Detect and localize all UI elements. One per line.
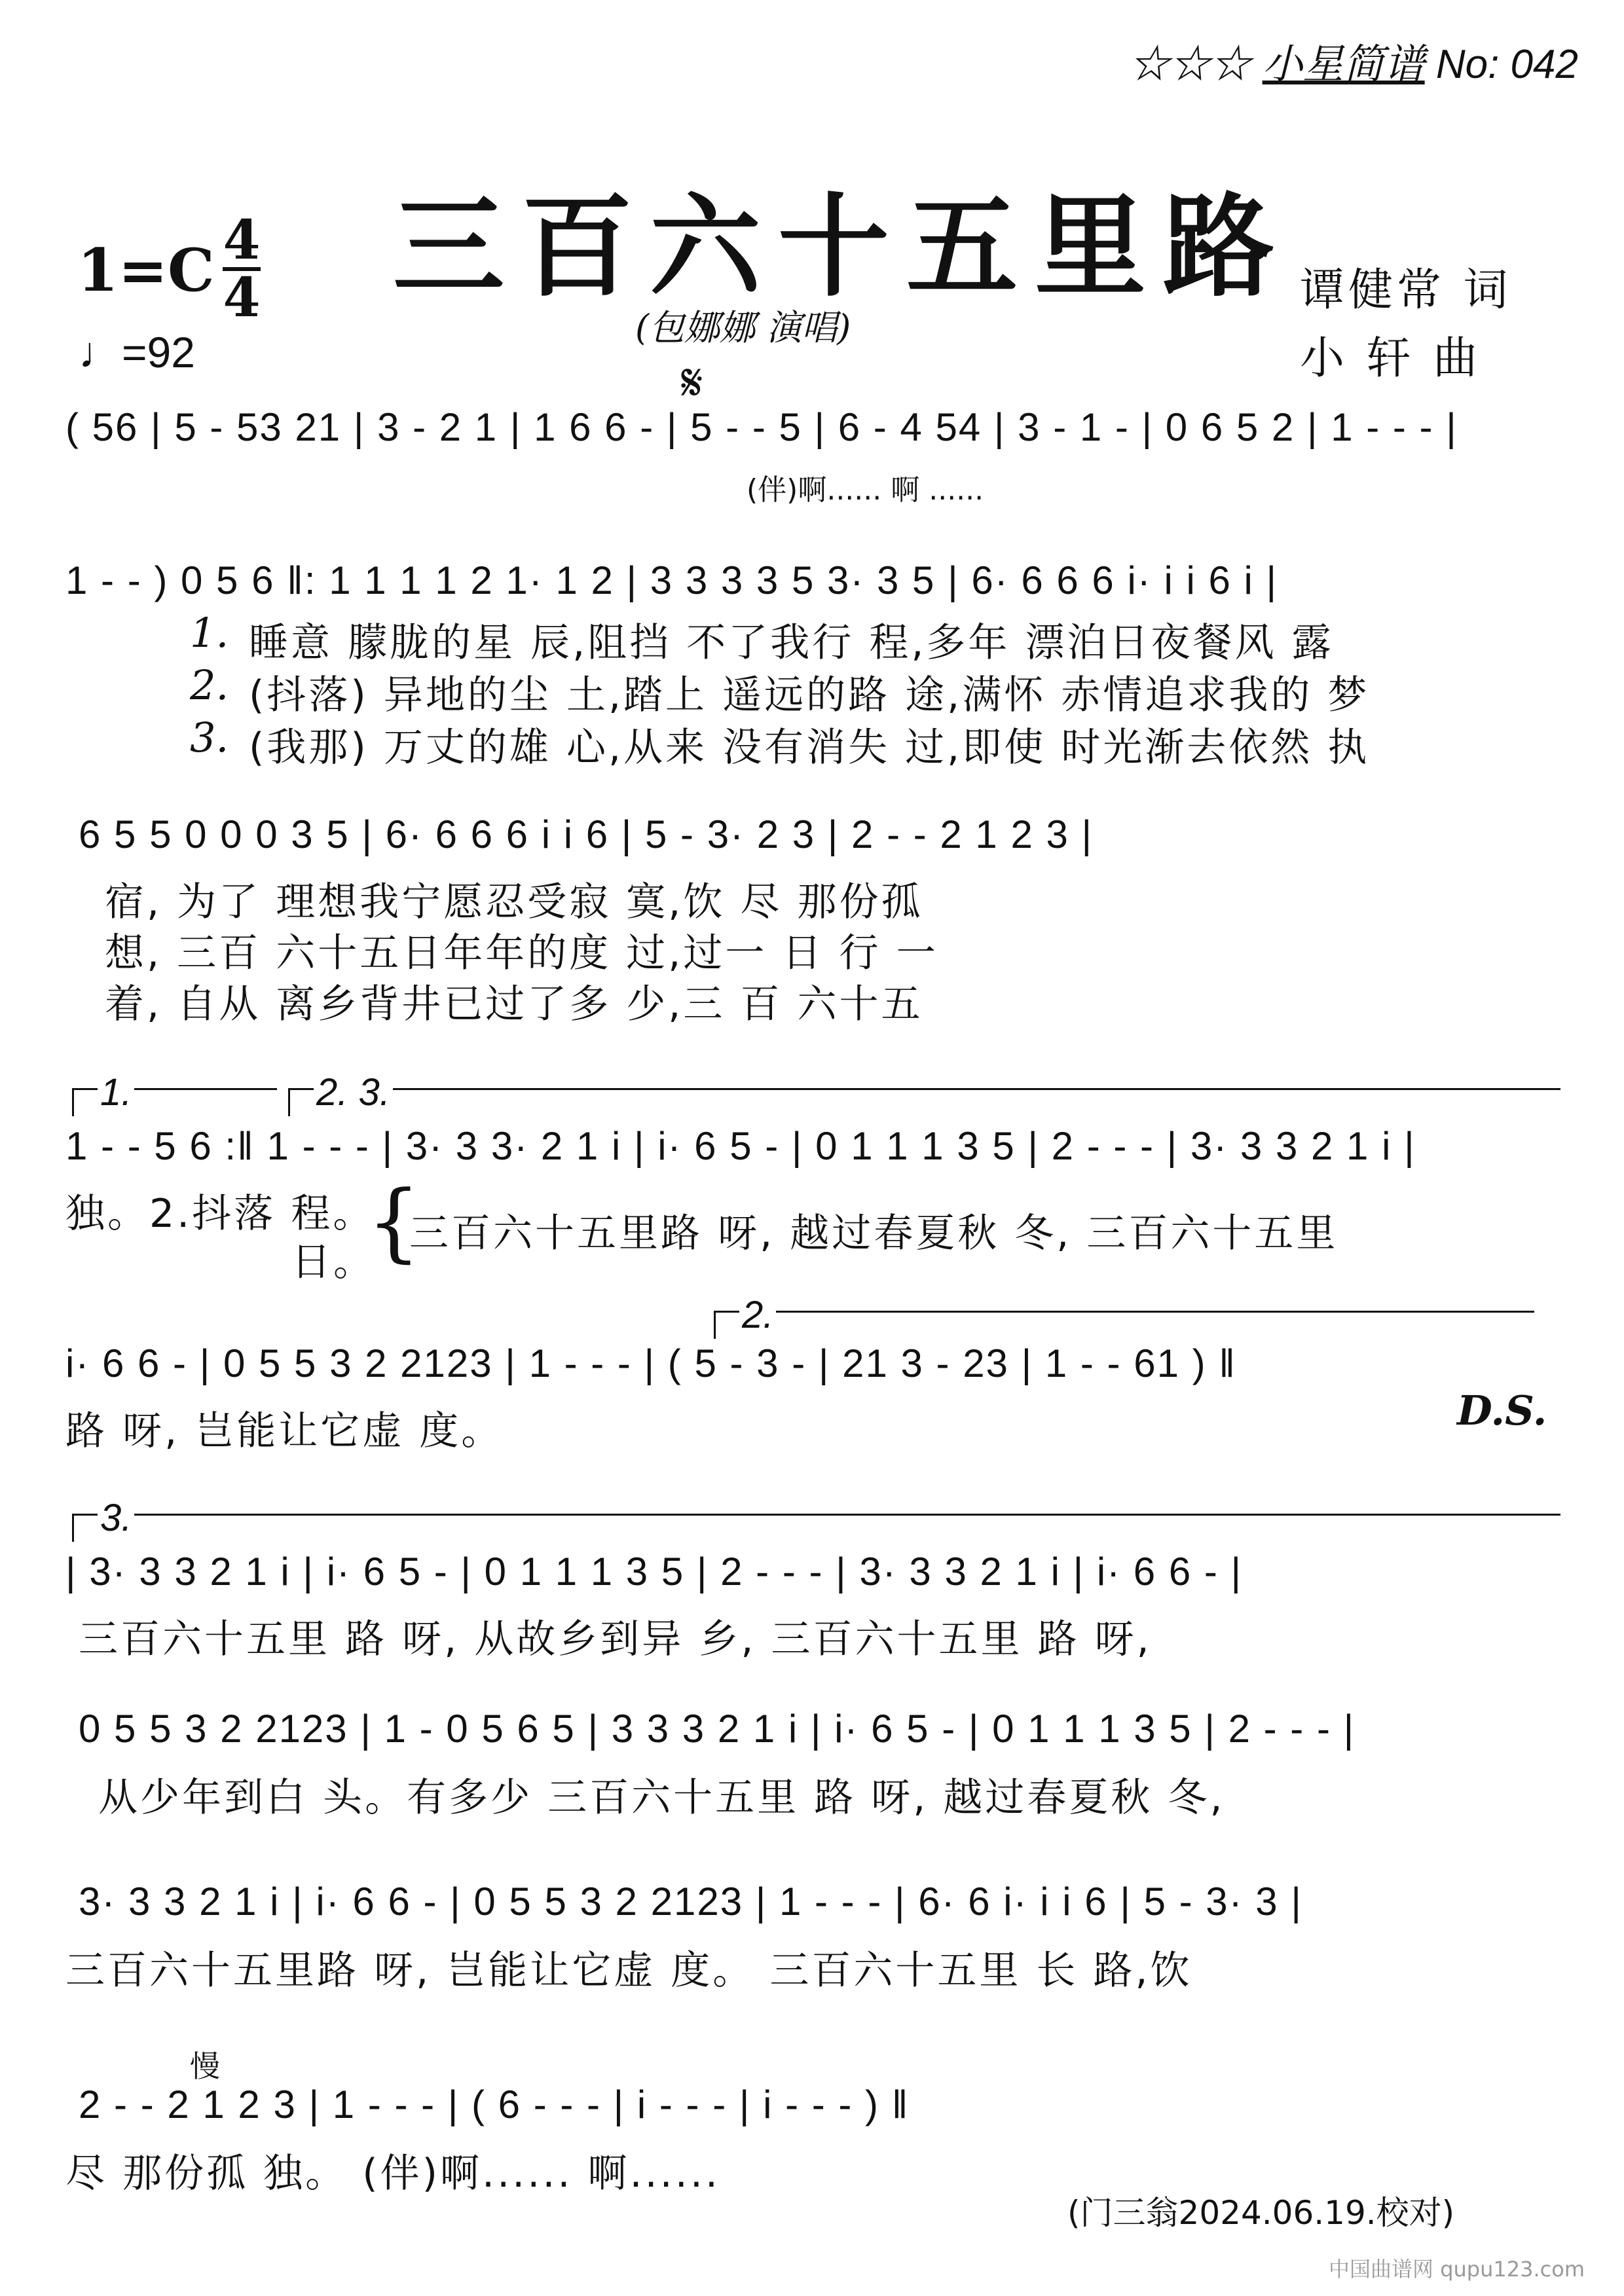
lyric-line: 从少年到白 头。有多少 三百六十五里 路 呀, 越过春夏秋 冬, [98, 1775, 1225, 1821]
lyric-line: 日。 [291, 1239, 375, 1285]
notation-line: 3· 3 3 2 1 i | i· 6 6 - | 0 5 5 3 2 2123 | 1 - - - | 6· 6 i· i i 6 | 5 - 3· 3 | [79, 1880, 1302, 1923]
verse-number: 1. [190, 609, 229, 657]
key-signature: 1=C [77, 236, 215, 305]
verse-number: 3. [190, 714, 229, 761]
notation-line: 0 5 5 3 2 2123 | 1 - 0 5 6 5 | 3 3 3 2 1 i | i· 6 5 - | 0 1 1 1 3 5 | 2 - - - | [79, 1707, 1356, 1751]
volta-bracket: 1. [72, 1088, 277, 1116]
lyric-line: (我那) 万丈的雄 心,从来 没有消失 过,即使 时光渐去依然 执 [249, 725, 1370, 771]
lyric-line: 三百六十五里 路 呀, 从故乡到异 乡, 三百六十五里 路 呀, [79, 1616, 1152, 1662]
lyricist-credit: 谭健常 词 [1300, 264, 1512, 316]
verse-number: 2. [190, 661, 229, 709]
time-sig-top: 4 [223, 209, 261, 272]
lyric-line: 着, 自从 离乡背井已过了多 少,三 百 六十五 [105, 981, 923, 1027]
lyric-line: 三百六十五里路 呀, 越过春夏秋 冬, 三百六十五里 [409, 1211, 1338, 1256]
volta-bracket: 2. [714, 1311, 1534, 1339]
notation-line: ( 56 | 5 - 53 21 | 3 - 2 1 | 1 6 6 - | 5 - - 5 | 6 - 4 54 | 3 - 1 - | 0 6 5 2 | 1 - - - | [65, 405, 1458, 449]
stars-icon: ☆☆☆ [1129, 42, 1251, 87]
lyric-line: 尽 那份孤 独。 (伴)啊...... 啊...... [65, 2151, 720, 2196]
segno-icon: 𝄋 [681, 354, 703, 412]
credits [1300, 257, 1512, 393]
notation-line: i· 6 6 - | 0 5 5 3 2 2123 | 1 - - - | ( 5 - 3 - | 21 3 - 23 | 1 - - 61 ) ‖ [65, 1341, 1237, 1385]
volta-bracket: 3. [72, 1514, 1560, 1542]
score-header [1129, 31, 1578, 90]
lyric-line: 宿, 为了 理想我宁愿忍受寂 寞,饮 尽 那份孤 [105, 879, 923, 925]
notation-line: 6 5 5 0 0 0 3 5 | 6· 6 6 6 i i 6 | 5 - 3· 2 3 | 2 - - 2 1 2 3 | [79, 812, 1094, 856]
lyric-line: (伴)啊...... 啊 ...... [747, 473, 984, 507]
proofread-note: (门三翁2024.06.19.校对) [1067, 2194, 1455, 2232]
watermark: 中国曲谱网 qupu123.com [1329, 2257, 1585, 2282]
time-signature [223, 209, 261, 329]
lyric-line: 独。2.抖落 程。 [65, 1191, 375, 1237]
time-sig-bottom: 4 [223, 266, 261, 329]
ds-marking: D.S. [1457, 1387, 1547, 1434]
notation-line: 1 - - 5 6 :‖ 1 - - - | 3· 3 3· 2 1 i | i· 6 5 - | 0 1 1 1 3 5 | 2 - - - | 3· 3 3 2 1 i | [65, 1124, 1416, 1168]
lyric-line: (抖落) 异地的尘 土,踏上 遥远的路 途,满怀 赤情追求我的 梦 [249, 672, 1370, 718]
notation-line: 2 - - 2 1 2 3 | 1 - - - | ( 6 - - - | i - - - | i - - - ) ‖ [79, 2083, 910, 2126]
lyric-line: 睡意 朦胧的星 辰,阻挡 不了我行 程,多年 漂泊日夜餐风 露 [249, 620, 1334, 666]
lyric-line: 想, 三百 六十五日年年的度 过,过一 日 行 一 [105, 930, 938, 976]
volta-bracket: 2. 3. [288, 1088, 1560, 1116]
tempo-mark: 慢 [190, 2049, 220, 2084]
brace-icon: { [367, 1172, 421, 1271]
tempo-marking: ♩=92 [79, 328, 195, 376]
notation-line: 1 - - ) 0 5 6 ‖: 1 1 1 1 2 1· 1 2 | 3 3 3 3 5 3· 3 5 | 6· 6 6 6 i· i i 6 i | [65, 558, 1278, 602]
singer-credit: (包娜娜 演唱) [635, 307, 851, 348]
lyric-line: 三百六十五里路 呀, 岂能让它虚 度。 三百六十五里 长 路,饮 [65, 1948, 1192, 1994]
series-name: 小星简谱 [1262, 42, 1425, 87]
notation-line: | 3· 3 3 2 1 i | i· 6 5 - | 0 1 1 1 3 5 | 2 - - - | 3· 3 3 2 1 i | i· 6 6 - | [65, 1550, 1243, 1594]
song-title: 三百六十五里路 [393, 181, 1292, 312]
lyric-line: 路 呀, 岂能让它虚 度。 [65, 1408, 504, 1454]
composer-credit: 小 轩 曲 [1300, 333, 1482, 384]
score-number: No: 042 [1435, 42, 1578, 87]
